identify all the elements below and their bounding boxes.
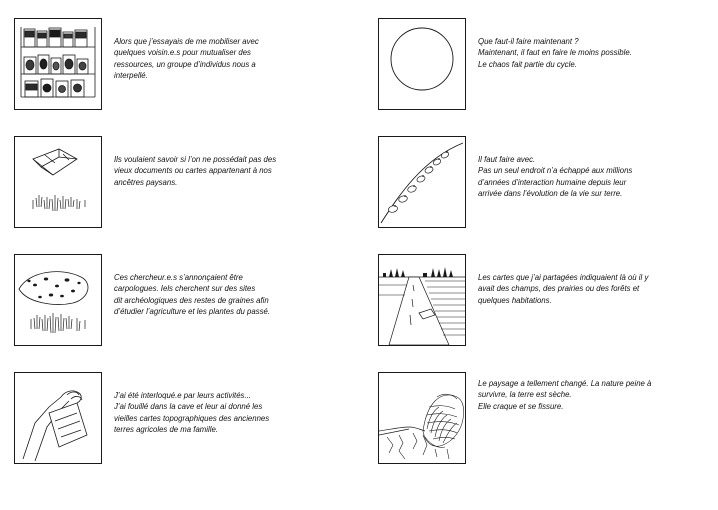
panel-1: [14, 18, 356, 136]
caption-line: quelques voisin.e.s pour mutualiser des: [114, 48, 251, 58]
panel-2: [14, 136, 356, 254]
panel-3: [14, 254, 356, 372]
caption-line: vieux documents ou cartes appartenant à nos: [114, 166, 272, 176]
empty-circle-illustration: [378, 18, 466, 110]
caption-line: J’ai fouillé dans la cave et leur ai donné les: [114, 402, 263, 412]
panel-3-caption: [102, 254, 356, 317]
panel-4: [14, 372, 356, 490]
caption-line: d’étudier l’agriculture et les plantes du passé.: [114, 306, 271, 316]
caption-line: Il faut faire avec.: [478, 155, 536, 164]
caption-line: Ces chercheur.e.s s’annonçaient être: [114, 273, 243, 282]
caption-line: Le chaos fait partie du cycle.: [478, 59, 577, 69]
caption-line: Maintenant, il faut en faire le moins possible.: [478, 48, 632, 58]
footprints-on-slope-illustration: [378, 136, 466, 228]
right-column: [362, 18, 710, 496]
panel-4-caption: [102, 372, 356, 435]
caption-line: Alors que j’essayais de me mobiliser avec: [114, 37, 259, 46]
caption-line: terres agricoles de ma famille.: [114, 424, 218, 434]
panel-6: [378, 136, 710, 254]
caption-line: dit archéologiques des restes de graines afin: [114, 295, 269, 305]
seeds-and-field-illustration: [14, 254, 102, 346]
caption-line: ancêtres paysans.: [114, 177, 178, 187]
caption-line: Le paysage a tellement changé. La nature peine à: [478, 379, 652, 388]
panel-8: [378, 372, 710, 490]
panel-5: [378, 18, 710, 136]
panel-2-caption: [102, 136, 356, 188]
caption-line: vieilles cartes topographiques des anciennes: [114, 413, 270, 423]
left-column: [14, 18, 362, 496]
caption-line: Ils voulaient savoir si l’on ne possédait pas des: [114, 155, 277, 164]
caption-line: Les cartes que j’ai partagées indiquaient là où il y: [478, 273, 649, 282]
caption-line: survivre, la terre est sèche.: [478, 390, 572, 400]
caption-line: Elle craque et se fissure.: [478, 401, 564, 411]
caption-line: d’années d’interaction humaine depuis leur: [478, 177, 627, 187]
panel-7: [378, 254, 710, 372]
folded-map-over-field-illustration: [14, 136, 102, 228]
caption-line: J’ai été interloqué.e par leurs activités...: [114, 391, 251, 400]
caption-line: arrivée dans l’évolution de la vie sur terre.: [478, 188, 623, 198]
caption-line: quelques habitations.: [478, 295, 552, 305]
shelf-of-jars-illustration: [14, 18, 102, 110]
caption-line: Pas un seul endroit n’a échappé aux millions: [478, 166, 633, 176]
caption-line: ressources, un groupe d’individus nous a: [114, 59, 256, 69]
panel-1-caption: [102, 18, 356, 81]
panel-5-caption: [466, 18, 710, 70]
hand-holding-old-map-illustration: [14, 372, 102, 464]
panel-8-caption: [466, 372, 710, 412]
caption-line: carpologues. Iels cherchent sur des sites: [114, 284, 256, 294]
caption-line: avait des champs, des prairies ou des forêts et: [478, 284, 640, 294]
road-with-fields-and-trees-illustration: [378, 254, 466, 346]
caption-line: interpellé.: [114, 70, 148, 80]
caption-line: Que faut-il faire maintenant ?: [478, 37, 579, 46]
dry-cracked-landscape-illustration: [378, 372, 466, 464]
panel-6-caption: [466, 136, 710, 199]
panel-7-caption: [466, 254, 710, 306]
